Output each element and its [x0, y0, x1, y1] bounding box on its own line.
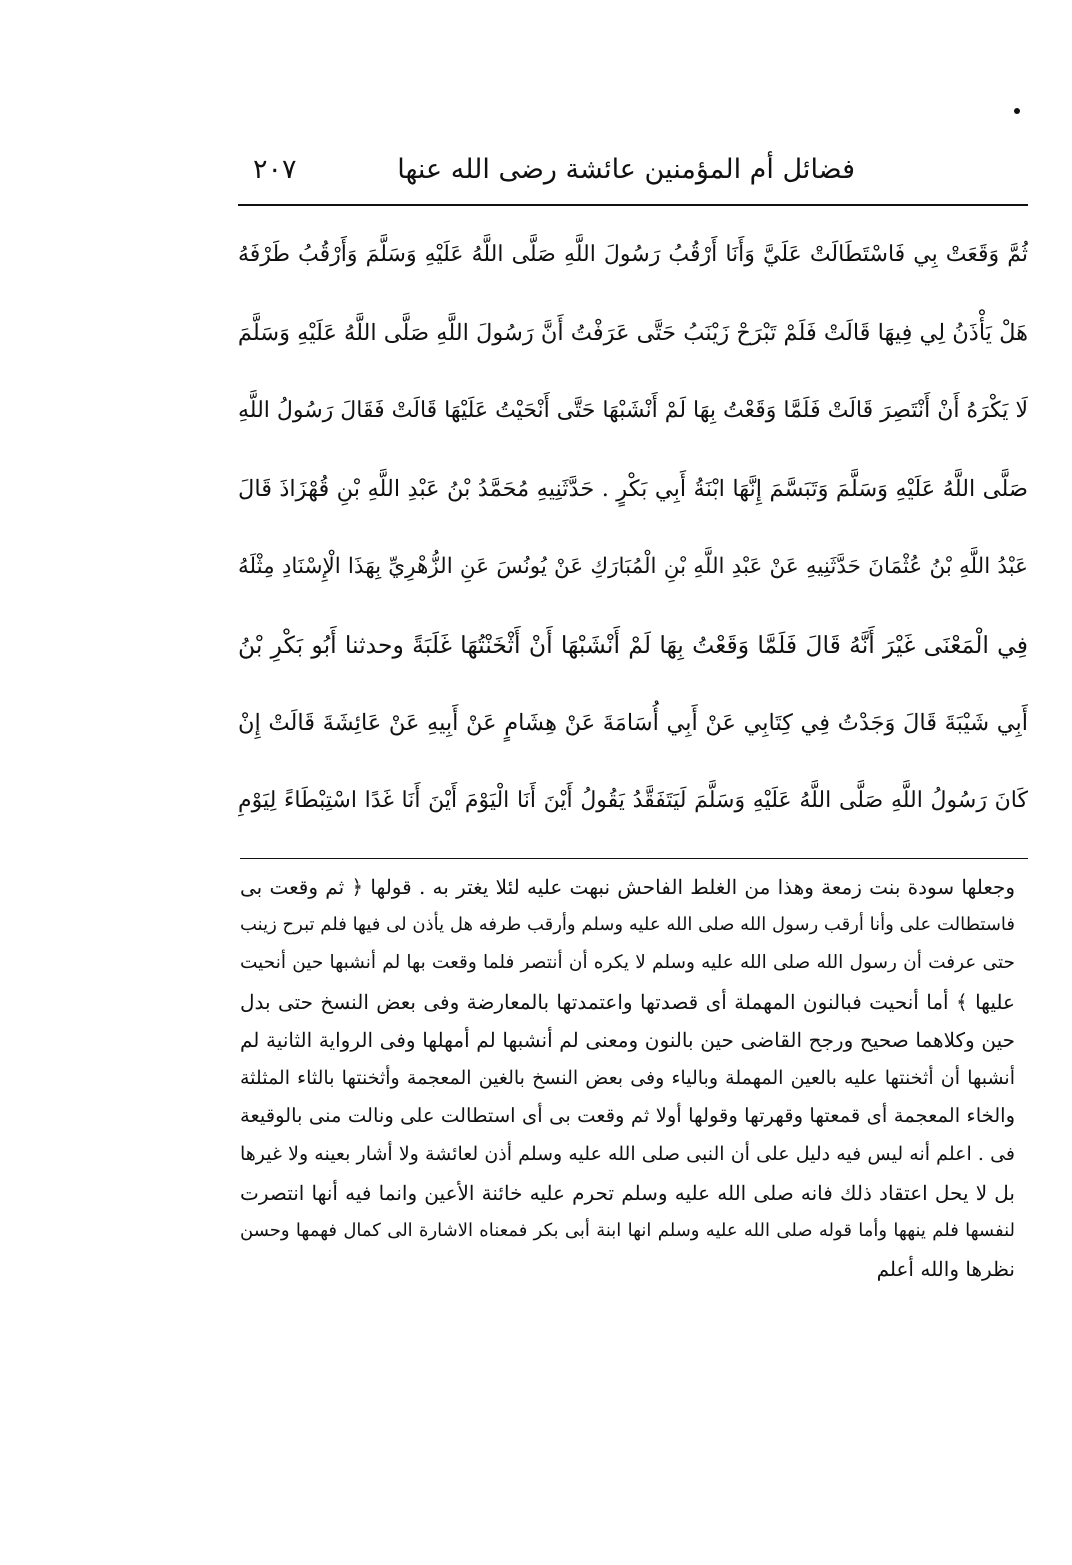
ink-dot — [1014, 108, 1020, 114]
commentary-line: عليها ﴾ أما أنحيت فبالنون المهملة أى قصدتها واعتمدتها بالمعارضة وفى بعض النسخ حتى بدل — [240, 989, 1015, 1014]
commentary-line: والخاء المعجمة أى قمعتها وقهرتها وقولها أولا ثم وقعت بى أى استطالت على ونالت منى بالوقيعة — [240, 1104, 1015, 1128]
commentary-line: نظرها والله أعلم — [876, 1256, 1015, 1281]
main-text-block — [238, 216, 1028, 840]
page-number: ٢٠٧ — [253, 154, 297, 185]
main-text-line: كَانَ رَسُولُ اللَّهِ صَلَّى اللَّهُ عَلَيْهِ وَسَلَّمَ لَيَتَفَقَّدُ يَقُولُ أَيْنَ أَنَا الْيَوْمَ أَيْنَ أَنَا غَدًا اسْتِبْطَاءً لِيَوْمِ — [238, 788, 1028, 813]
main-text-line: أَبِي شَيْبَةَ قَالَ وَجَدْتُ فِي كِتَابِي عَنْ أَبِي أُسَامَةَ عَنْ هِشَامٍ عَنْ أَبِيهِ عَنْ عَائِشَةَ قَالَتْ إِنْ — [238, 710, 1028, 736]
commentary-line: فى . اعلم أنه ليس فيه دليل على أن النبى صلى الله عليه وسلم أذن لعائشة ولا أشار بعينه ولا غيرها — [240, 1143, 1015, 1166]
commentary-line: بل لا يحل اعتقاد ذلك فانه صلى الله عليه وسلم تحرم عليه خائنة الأعين وانما فيه أنها انتصرت — [240, 1180, 1015, 1205]
page-header — [235, 150, 1025, 198]
running-title: فضائل أم المؤمنين عائشة رضى الله عنها — [397, 154, 855, 185]
commentary-line: أنشبها أن أثخنتها عليه بالعين المهملة وبالياء وفى بعض النسخ بالغين المعجمة وأثخنتها بالثاء المثلثة — [240, 1066, 1015, 1089]
main-text-line: صَلَّى اللَّهُ عَلَيْهِ وَسَلَّمَ وَتَبَسَّمَ إِنَّهَا ابْنَةُ أَبِي بَكْرٍ . حَدَّثَنِيهِ مُحَمَّدُ بْنُ عَبْدِ اللَّهِ بْنِ قُهْزَاذَ قَالَ — [238, 476, 1028, 502]
main-text-line: فِي الْمَعْنَى غَيْرَ أَنَّهُ قَالَ فَلَمَّا وَقَعْتُ بِهَا لَمْ أَنْشَبْهَا أَنْ أَثْخَنْتُهَا غَلَبَةً وحدثنا أَبُو بَكْرِ بْنُ — [238, 631, 1028, 659]
main-text-line: ثُمَّ وَقَعَتْ بِي فَاسْتَطَالَتْ عَلَيَّ وَأَنَا أَرْقُبُ رَسُولَ اللَّهِ صَلَّى اللَّهُ عَلَيْهِ وَسَلَّمَ وَأَرْقُبُ طَرْفَهُ — [238, 242, 1028, 267]
commentary-line: حين وكلاهما صحيح ورجح القاضى حين بالنون ومعنى لم أنشبها لم أمهلها وفى الرواية الثانية لم — [240, 1027, 1015, 1052]
commentary-divider — [240, 858, 1028, 859]
main-text-line: هَلْ يَأْذَنُ لِي فِيهَا قَالَتْ فَلَمْ تَبْرَحْ زَيْنَبُ حَتَّى عَرَفْتُ أَنَّ رَسُولَ اللَّهِ صَلَّى اللَّهُ عَلَيْهِ وَسَلَّمَ — [238, 320, 1028, 346]
commentary-block — [240, 868, 1015, 1288]
commentary-line: حتى عرفت أن رسول الله صلى الله عليه وسلم لا يكره أن أنتصر فلما وقعت بها لم أنشبها حين أنحيت — [240, 952, 1015, 974]
header-divider — [238, 204, 1028, 206]
main-text-line: عَبْدُ اللَّهِ بْنُ عُثْمَانَ حَدَّثَنِيهِ عَنْ عَبْدِ اللَّهِ بْنِ الْمُبَارَكِ عَنْ يُونُسَ عَنِ الزُّهْرِيِّ بِهَذَا الْإِسْنَادِ مِثْلَهُ — [238, 554, 1028, 579]
commentary-line: فاستطالت على وأنا أرقب رسول الله صلى الله عليه وسلم وأرقب طرفه هل يأذن لى فيها فلم تبرح زينب — [240, 914, 1015, 936]
main-text-line: لَا يَكْرَهُ أَنْ أَنْتَصِرَ قَالَتْ فَلَمَّا وَقَعْتُ بِهَا لَمْ أَنْشَبْهَا حَتَّى أَنْحَيْتُ عَلَيْهَا قَالَتْ فَقَالَ رَسُولُ اللَّهِ — [238, 398, 1028, 423]
commentary-line: وجعلها سودة بنت زمعة وهذا من الغلط الفاحش نبهت عليه لئلا يغتر به . قولها ﴿ ثم وقعت بى — [240, 875, 1015, 899]
commentary-line: لنفسها فلم ينهها وأما قوله صلى الله عليه وسلم انها ابنة أبى بكر فمعناه الاشارة الى كمال فهمها وحسن — [240, 1219, 1015, 1241]
